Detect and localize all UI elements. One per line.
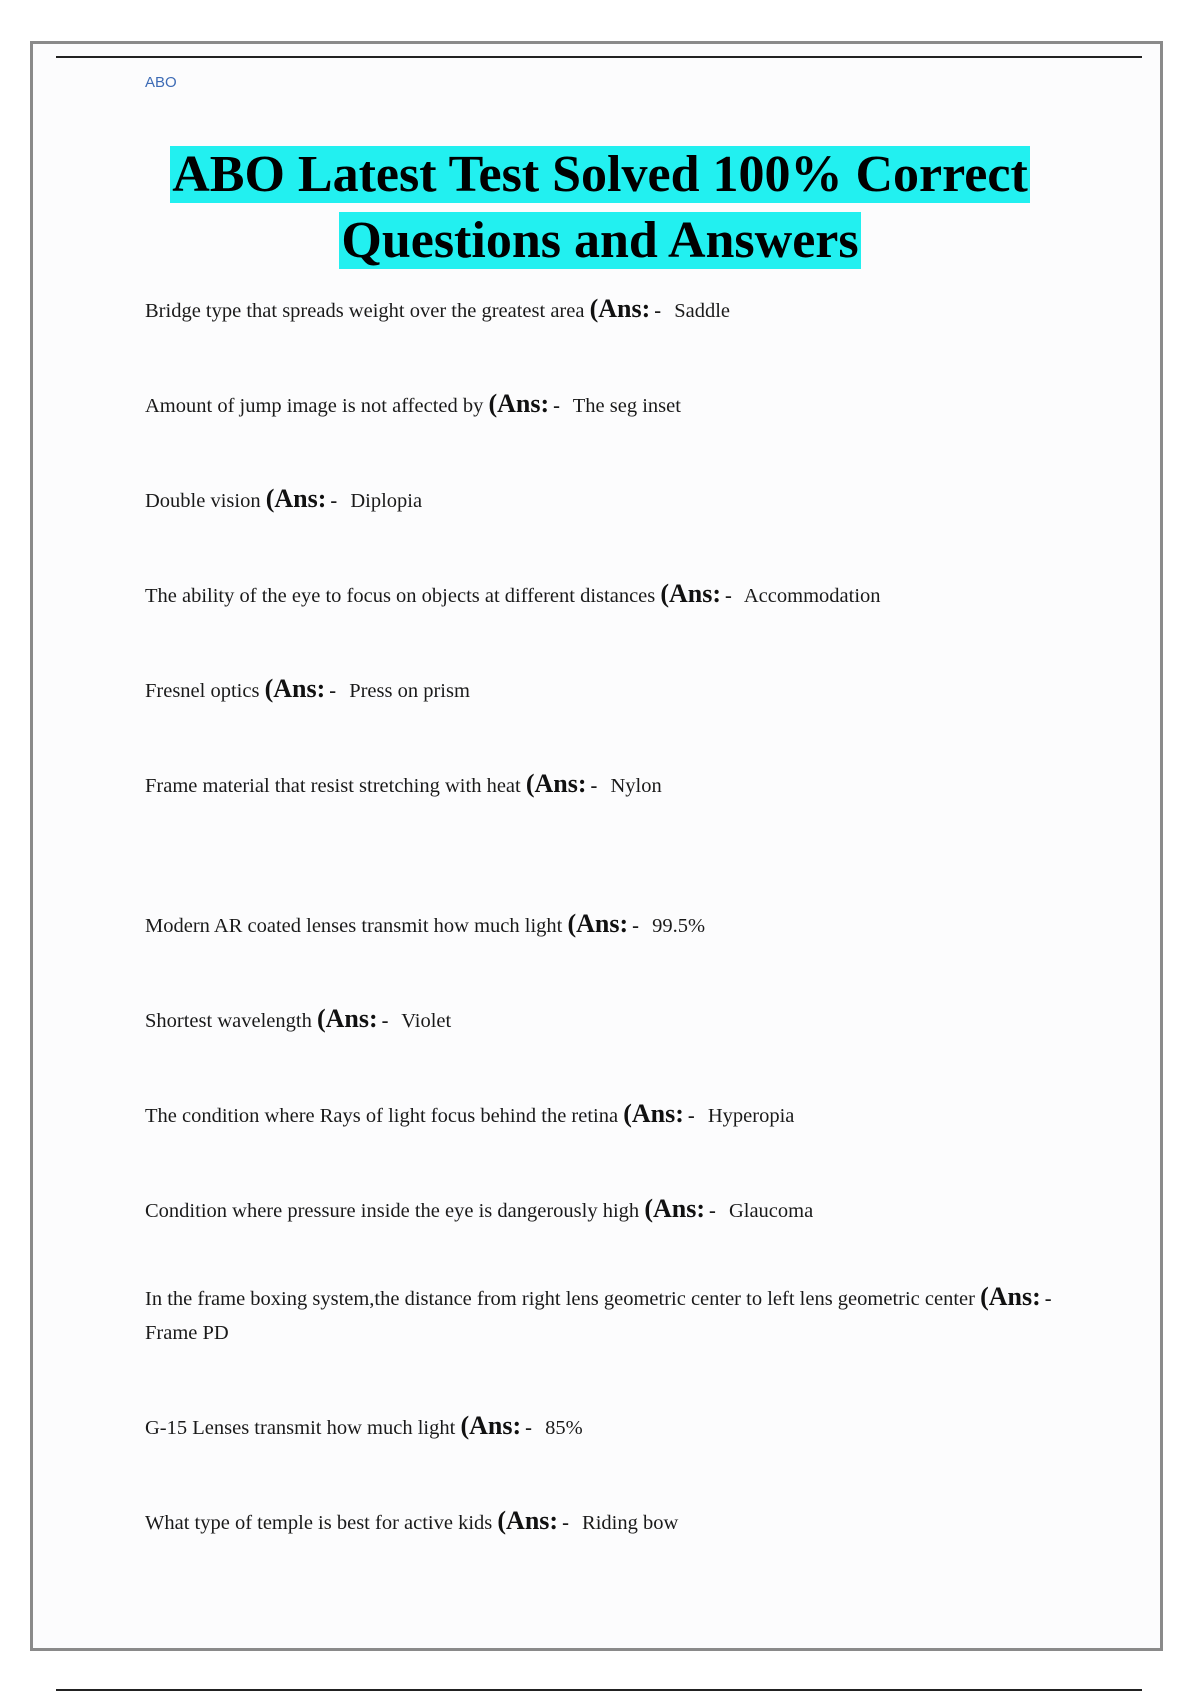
answer-text: Frame PD [145, 1322, 229, 1344]
ans-dash: - [525, 1417, 532, 1439]
question-text: Amount of jump image is not affected by [145, 395, 484, 417]
answer-text: Glaucoma [728, 1200, 814, 1222]
title-line-2: Questions and Answers [341, 212, 859, 269]
ans-prefix: (Ans: [567, 909, 629, 938]
ans-dash: - [708, 1200, 716, 1222]
qa-item [145, 767, 1065, 803]
qa-item [145, 1002, 1065, 1038]
answer-text: 99.5% [652, 915, 706, 937]
question-text: Double vision [145, 490, 261, 512]
ans-prefix: (Ans: [316, 1004, 378, 1033]
question-text: Shortest wavelength [145, 1010, 312, 1032]
header-label: ABO [145, 74, 177, 91]
title-line-1: ABO Latest Test Solved 100% Correct [172, 146, 1028, 203]
ans-dash: - [381, 1010, 389, 1032]
ans-prefix: (Ans: [265, 484, 327, 513]
ans-dash: - [562, 1512, 569, 1534]
ans-dash: - [687, 1105, 695, 1127]
qa-item [145, 907, 1065, 943]
qa-item [145, 672, 1065, 708]
qa-item [145, 1097, 1065, 1133]
answer-text: Riding bow [582, 1512, 679, 1534]
document-title [100, 142, 1100, 274]
ans-prefix: (Ans: [264, 674, 326, 703]
ans-dash: - [1044, 1288, 1052, 1310]
question-text: Bridge type that spreads weight over the greatest area [145, 300, 585, 322]
ans-dash: - [632, 915, 639, 937]
ans-prefix: (Ans: [525, 769, 587, 798]
ans-prefix: (Ans: [660, 579, 722, 608]
ans-dash: - [330, 490, 338, 512]
question-text: G-15 Lenses transmit how much light [145, 1417, 456, 1439]
qa-item [145, 482, 1065, 518]
ans-prefix: (Ans: [460, 1411, 522, 1440]
question-text: Modern AR coated lenses transmit how much light [145, 915, 563, 937]
top-rule [56, 56, 1142, 58]
question-text: Condition where pressure inside the eye is dangerously high [145, 1200, 640, 1222]
bottom-rule [56, 1689, 1142, 1691]
answer-text: Diplopia [350, 490, 423, 512]
ans-prefix: (Ans: [980, 1282, 1041, 1311]
question-text: Frame material that resist stretching with heat [145, 775, 521, 797]
answer-text: 85% [545, 1417, 583, 1439]
answer-text: Accommodation [743, 585, 881, 607]
qa-item [145, 292, 1065, 328]
answer-text: Saddle [674, 300, 730, 322]
qa-item [145, 1409, 1065, 1445]
ans-prefix: (Ans: [623, 1099, 684, 1128]
question-text: Fresnel optics [145, 680, 260, 702]
question-text: The ability of the eye to focus on objects at different distances [145, 585, 656, 607]
ans-prefix: (Ans: [497, 1506, 559, 1535]
ans-prefix: (Ans: [488, 389, 550, 418]
ans-prefix: (Ans: [644, 1194, 705, 1223]
ans-dash: - [725, 585, 732, 607]
ans-dash: - [654, 300, 662, 322]
question-text: In the frame boxing system,the distance from right lens geometric center to left lens geometric center [145, 1288, 975, 1310]
ans-dash: - [590, 775, 598, 797]
answer-text: Nylon [610, 775, 662, 797]
qa-item [145, 1504, 1065, 1540]
qa-item [145, 1192, 1065, 1228]
qa-item [145, 577, 1065, 613]
question-text: What type of temple is best for active kids [145, 1512, 493, 1534]
ans-prefix: (Ans: [589, 294, 651, 323]
answer-text: Violet [401, 1010, 452, 1032]
ans-dash: - [329, 680, 337, 702]
qa-item [145, 387, 1065, 423]
answer-text: The seg inset [572, 395, 681, 417]
answer-text: Press on prism [349, 680, 470, 702]
ans-dash: - [553, 395, 560, 417]
question-text: The condition where Rays of light focus behind the retina [145, 1105, 619, 1127]
answer-text: Hyperopia [707, 1105, 795, 1127]
qa-item [145, 1280, 1065, 1350]
